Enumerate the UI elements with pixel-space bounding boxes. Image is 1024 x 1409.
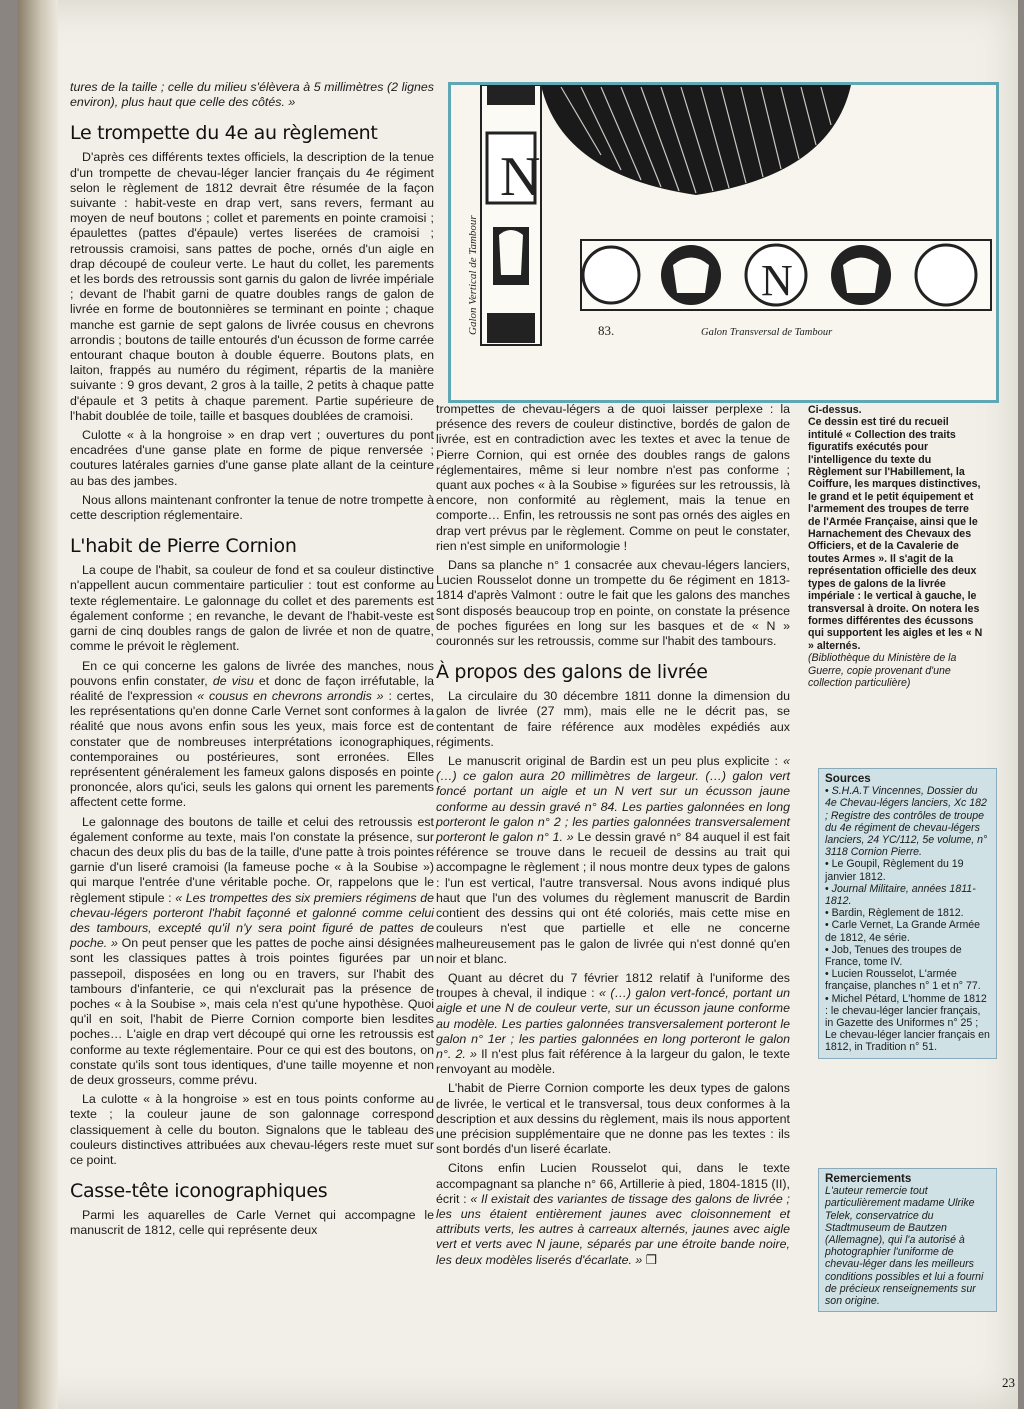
vertical-galon — [481, 85, 541, 345]
letter-n-vertical: N — [500, 146, 541, 208]
col1-paragraph-6 — [70, 815, 434, 1089]
col1-paragraph-8: Parmi les aquarelles de Carle Vernet qui accompagne le manuscrit de 1812, celle qui représente deux — [70, 1208, 434, 1238]
col2-paragraph-7 — [436, 1161, 790, 1267]
text-run: Quant au décret du 7 février 1812 relatif à l'uniforme des troupes à cheval, il indique : — [436, 970, 790, 1001]
source-item: • Journal Militaire, années 1811-1812. — [825, 882, 976, 908]
italic-run: « cousus en chevrons arrondis » — [197, 688, 384, 703]
italic-run: de visu — [212, 673, 254, 688]
vertical-galon-label: Galon Vertical de Tambour — [467, 215, 479, 335]
thanks-box — [818, 1168, 997, 1312]
left-column — [70, 80, 434, 1243]
magazine-page — [18, 0, 1018, 1409]
source-item: • Bardin, Règlement de 1812. — [825, 907, 964, 920]
heading-galons: À propos des galons de livrée — [436, 661, 708, 684]
caption-credit: (Bibliothèque du Ministère de la Guerre, copie provenant d'une collection particulière) — [808, 652, 957, 689]
source-item: • Carle Vernet, La Grande Armée de 1812, 4e série. — [825, 919, 981, 944]
thanks-text: L'auteur remercie tout particulièrement madame Ulrike Telek, conservatrice du Stadtmuseum de Bautzen (Allemagne), qui l'a autorisé à photographier l'uniforme de chevau-léger dans les meilleurs conditions possibles et lui a fourni de précieux renseignements sur son origine. — [825, 1185, 984, 1308]
galon-engraving-figure — [448, 82, 999, 403]
source-text: Lucien Rousselot, L'armée française, planches n° 1 et n° 77. — [825, 968, 981, 993]
text-run: et donc de façon irréfutable, la réalité de l'expression — [70, 673, 434, 703]
col1-paragraph-2: Culotte « à la hongroise » en drap vert ; ouvertures du pont encadrées d'une ganse plate en forme de pique renversée ; coutures latérales garnies d'une ganse plate allant de la ceinture au bas des jambes. — [70, 428, 434, 488]
col2-paragraph-4 — [436, 754, 790, 967]
italic-run: « (…) ce galon aura 20 millimètres de largeur. (…) galon vert foncé portant un aigle et un N vert sur un écusson jaune conforme au dessin gravé n° 84. Les parties galonnées en long porteront le galon n° 2 ; les parties galonnées transversalement porteront le galon n° 1. » — [436, 754, 790, 845]
text-run: Citons enfin Lucien Rousselot qui, dans le texte accompagnant sa planche n° 66, Artillerie à pied, 1804-1815 (II), écrit : — [436, 1161, 790, 1206]
source-item: • Le Goupil, Règlement du 19 janvier 1812. — [825, 858, 964, 883]
page-spine-shadow — [18, 0, 58, 1409]
figure-caption — [808, 404, 984, 689]
source-item: • S.H.A.T Vincennes, Dossier du 4e Chevau-légers lanciers, Xc 182 ; Registre des contrôles de troupe du 4e régiment de chevau-légers lanciers, 24 YC/112, 5e volume, n° 3118 Cornion Pierre. — [825, 785, 988, 859]
sources-box — [818, 768, 997, 1059]
thanks-title: Remerciements — [825, 1172, 912, 1185]
col2-paragraph-5 — [436, 971, 790, 1077]
sources-title: Sources — [825, 772, 871, 785]
transversal-galon-label: Galon Transversal de Tambour — [701, 327, 833, 338]
source-text: Job, Tenues des troupes de France, tome IV. — [825, 943, 962, 969]
source-text: Michel Pétard, L'homme de 1812 : le chevau-léger lancier français, in Gazette des Uniformes n° 25 ; Le chevau-léger lancier français en 1812, in Tradition n° 51. — [825, 992, 990, 1054]
col2-paragraph-3: La circulaire du 30 décembre 1811 donne la dimension du galon de livrée (27 mm), mais elle ne le décrit pas, se contentant de faire référence aux modèles expédiés aux régiments. — [436, 689, 790, 749]
source-text: Bardin, Règlement de 1812. — [831, 907, 964, 920]
italic-run: « (…) galon vert-foncé, portant un aigle et une N de couleur verte, sur un écusson jaune conforme au modèle. Les parties galonnées transversalement porteront le galon n° 1er ; les parties galonnées en long porteront le galon n°. 2. » — [436, 986, 790, 1061]
text-run: : certes, les représentations qu'en donne Carle Vernet sont conformes à la réalité que nous avons enfin sous les yeux, mais force est de constater que de nombreuses interprétations iconographiques, contemporaines ou postérieures, sont erronées. Elles représentent généralement les fameux galons disposés en pointe prononcée, alors qu'ici, seuls les galons qui ornent les parements affectent cette forme. — [70, 688, 434, 810]
end-of-article-mark: ❒ — [645, 1252, 657, 1267]
figure-number: 83. — [598, 323, 615, 338]
middle-column — [436, 402, 790, 1272]
italic-run: « Il existait des variantes de tissage des galons de livrée ; les uns étaient entièrement jaunes avec cloisonnement et attributs verts, les autres à carreaux alternés, jaunes avec aigle vert et verts avec N jaune, séparés par une étroite bande noire, les deux modèles liserés d'écarlate. » — [436, 1191, 790, 1267]
source-text: Journal Militaire, années 1811-1812. — [825, 882, 976, 908]
text-run: Le dessin gravé n° 84 auquel il est fait référence se trouve dans le recueil de dessins au trait qui accompagne le règlement ; il nous montre deux types de galons : l'un est vertical, l'autre transversal. Nous avons indiqué plus haut que l'un des volumes du règlement manuscrit de Bardin contient des dessins qui ont été coloriés, mais cette mise en couleurs n'est que partielle et elle ne concerne malheureusement pas le galon de livrée qui n'est donné qu'en noir et blanc. — [436, 830, 790, 966]
heading-habit: L'habit de Pierre Cornion — [70, 535, 297, 558]
opening-paragraph: tures de la taille ; celle du milieu s'élèvera à 5 millimètres (2 lignes environ), plus haut que celle des côtés. » — [70, 80, 434, 110]
caption-text: Ce dessin est tiré du recueil intitulé « Collection des traits figuratifs exécutés pour l'intelligence du texte du Règlement sur l'Habillement, la Coiffure, les marques distinctives, le grand et le petit équipement et l'armement des troupes de terre de l'Armée Française, ainsi que le Harnachement des Chevaux des Officiers, et de la Cavalerie de toutes Armes ». Il s'agit de la représentation officielle des deux types de galons de la livrée impériale : le vertical à gauche, le transversal à droite. On notera les formes différentes des écussons qui supportent les aigles et les « N » alternés. — [808, 416, 983, 652]
col1-paragraph-5 — [70, 659, 434, 811]
text-run: Il n'est plus fait référence à la largeur du galon, le texte renvoyant au modèle. — [436, 1046, 790, 1077]
text-run: Le manuscrit original de Bardin est un peu plus explicite : — [448, 754, 784, 769]
text-run: Le galonnage des boutons de taille et celui des retroussis est également conforme au texte, mais l'on constate la présence, sur chacun des deux plis du bas de la taille, d'une patte à trois pointes garnie d'un liseré cramoisi (la fameuse poche « à la Soubise ») qui marque l'entrée d'une véritable poche. Or, rappelons que le règlement stipule : — [70, 814, 434, 905]
col1-paragraph-1: D'après ces différents textes officiels, la description de la tenue d'un trompette de chevau-léger lancier français du 4e régiment selon le règlement de 1812 devrait être résumée de la façon suivante : habit-veste en drap vert, sans revers, fermant au moyen de neuf boutons ; collet et parements en pointe cramoisi ; épaulettes (pattes d'épaule) vertes liserées de cramoisi ; retroussis cramoisi, sans pattes de poche, ornés d'un aigle en drap découpé de couleur verte. Le haut du collet, les parements et les bords des retroussis sont garnis du galon de livrée impériale ; devant de l'habit garni de quatre doubles rangs de galon de livrée en forme de boutonnières se terminant en pointe ; chaque manche est garnie de sept galons de livrée cousus en chevrons arrondis ; boutons de taille entourés d'un écusson de forme carrée entourant chaque bouton à double équerre. Boutons plats, en laiton, frappés au numéro du régiment, répartis de la manière suivante : 9 gros devant, 2 gros à la taille, 2 petits à chaque patte d'épaule et 3 petits à chaque parement. Partie supérieure de l'habit doublée de toile, taille et basques doublées de cramoisi. — [70, 150, 434, 423]
italic-run: « Les trompettes des six premiers régimens de chevau-légers porteront l'habit façonné et galonné comme celui des tambours, excepté qu'il n'y sera point figuré de pattes de poche. » — [70, 890, 435, 951]
text-run: En ce qui concerne les galons de livrée des manches, nous pouvons enfin constater, — [70, 658, 434, 688]
col2-paragraph-1: trompettes de chevau-légers a de quoi laisser perplexe : la présence des revers de couleur distinctive, bordés de galon de livrée, est en contradiction avec les textes et avec la tenue de Pierre Cornion, qui est ornée des doubles rangs de galons réglementaires, même si leur nombre n'est pas conforme ; quant aux poches « à la Soubise » figurées sur les retroussis, là encore, non conformité au règlement, mais la tenue en comporte… Enfin, les retroussis ne sont pas ornés des aigles en drap vert prévus par le règlement. Comme on peut le constater, rien n'est simple en uniformologie ! — [436, 402, 791, 553]
col2-paragraph-2: Dans sa planche n° 1 consacrée aux chevau-légers lanciers, Lucien Rousselot donne un trompette du 6e régiment en 1813-1814 d'après Valmont : outre le fait que les galons des manches sont disposés beaucoup trop en pointe, on constate la présence de poches figurées en long sur les basques et de « N » couronnés sur les retroussis, comme sur l'habit des tambours. — [436, 558, 790, 649]
heading-casse-tete: Casse-tête iconographiques — [70, 1180, 328, 1203]
source-text: Le Goupil, Règlement du 19 janvier 1812. — [825, 858, 964, 883]
fringe-drawing — [541, 85, 851, 195]
source-item: • Michel Pétard, L'homme de 1812 : le chevau-léger lancier français, in Gazette des Uniformes n° 25 ; Le chevau-léger lancier français en 1812, in Tradition n° 51. — [825, 992, 990, 1054]
heading-trompette: Le trompette du 4e au règlement — [70, 122, 378, 145]
source-item: • Job, Tenues des troupes de France, tome IV. — [825, 943, 962, 969]
letter-n-transversal: N — [761, 256, 793, 305]
galon-engraving — [451, 85, 996, 400]
col2-paragraph-6: L'habit de Pierre Cornion comporte les deux types de galons de livrée, le vertical et le transversal, tous deux conformes à la description et aux dessins du règlement, mais ils nous apportent une précision supplémentaire que ne donne pas les textes : ils sont bordés d'un liseré écarlate. — [436, 1081, 790, 1157]
source-text: S.H.A.T Vincennes, Dossier du 4e Chevau-légers lanciers, Xc 182 ; Registre des contrôles de troupe du 4e régiment de chevau-légers lanciers, 24 YC/112, 5e volume, n° 3118 Cornion Pierre. — [825, 785, 988, 859]
page-number: 23 — [1002, 1375, 1015, 1390]
source-text: Carle Vernet, La Grande Armée de 1812, 4e série. — [825, 919, 981, 944]
col1-paragraph-3: Nous allons maintenant confronter la tenue de notre trompette à cette description réglementaire. — [70, 492, 434, 523]
source-item: • Lucien Rousselot, L'armée française, planches n° 1 et n° 77. — [825, 968, 981, 993]
text-run: On peut penser que les pattes de poche ainsi désignées sont les classiques pattes à trois pointes figurées par un passepoil, disposées en long ou en travers, sur l'habit des tambours d'infanterie, ce qui n'exclurait pas la présence de poches « à la Soubise », mais cela n'est qu'une hypothèse. Quoi qu'il en soit, l'habit de Pierre Cornion comporte bien lesdites poches… L'aigle en drap vert découpé qui orne les retroussis est conforme au texte réglementaire. Pour ce qui est des boutons, on constate qu'ils sont tous identiques, d'une taille moyenne et non de deux grosseurs, comme prévu. — [70, 936, 434, 1087]
col1-paragraph-4: La coupe de l'habit, sa couleur de fond et sa couleur distinctive n'appellent aucun commentaire particulier : tout est conforme au texte réglementaire. Le galonnage du collet et des parements est également conforme ; en revanche, le devant de l'habit-veste est garni de cinq doubles rangs de galon de livrée et non de quatre, comme le prévoit le règlement. — [70, 563, 434, 654]
col1-paragraph-7: La culotte « à la hongroise » est en tous points conforme au texte ; la couleur jaune de son galonnage correspond classiquement à celle du bouton. Signalons que le tableau des couleurs distinctives attribuées aux chevau-légers reste muet sur ce point. — [70, 1092, 434, 1167]
caption-lead: Ci-dessus. — [808, 404, 862, 416]
